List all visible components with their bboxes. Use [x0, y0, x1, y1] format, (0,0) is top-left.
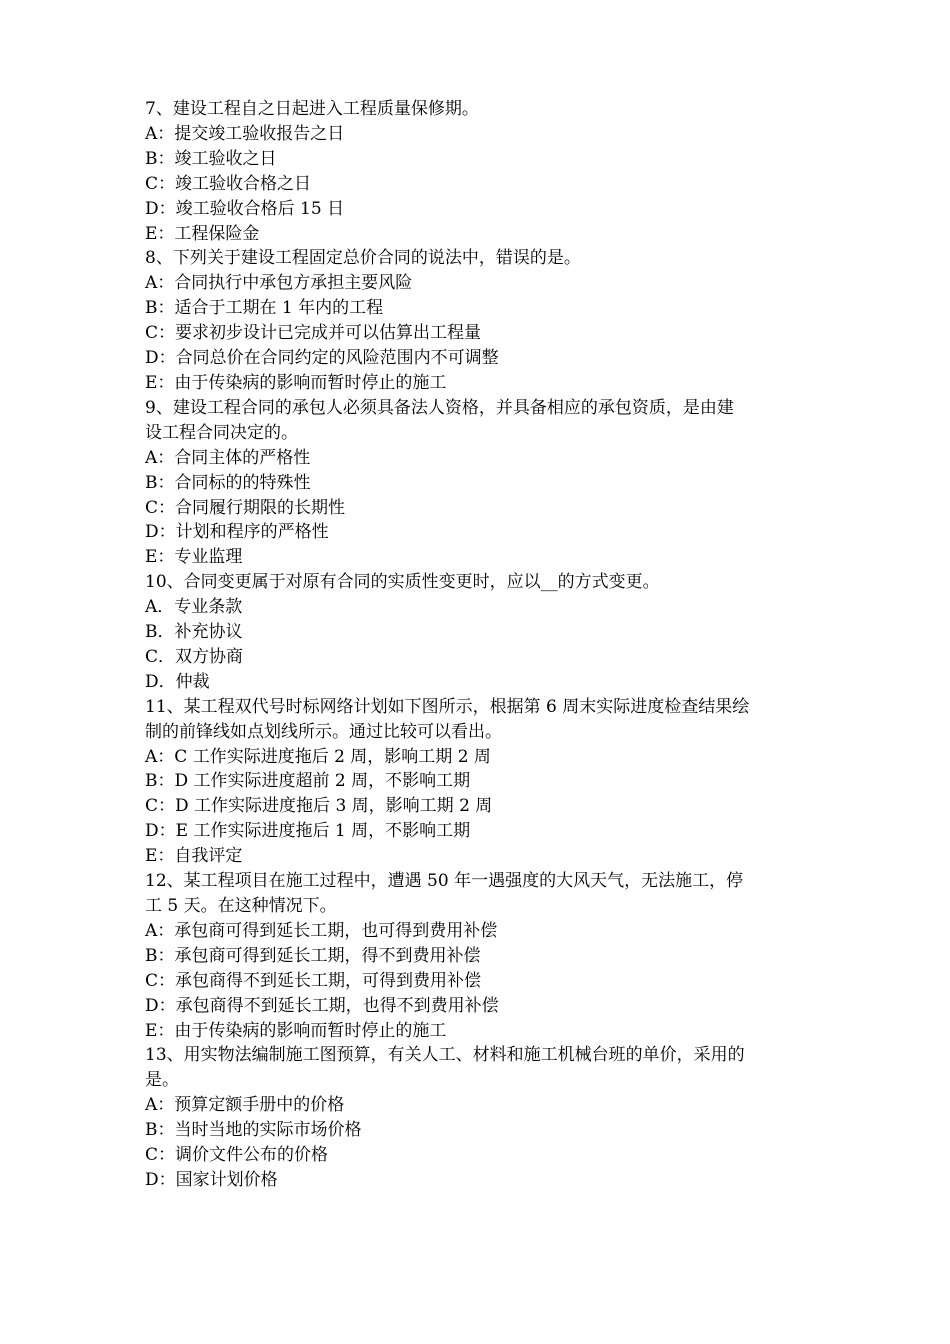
question-7 — [145, 97, 825, 246]
question-8-option-e: E：由于传染病的影响而暂时停止的施工 — [145, 372, 447, 393]
question-10-option-b: B．补充协议 — [145, 622, 243, 643]
question-13-option-c: C：调价文件公布的价格 — [145, 1145, 329, 1166]
question-7-option-d: D：竣工验收合格后 15 日 — [145, 198, 345, 219]
question-9-option-a: A：合同主体的严格性 — [145, 447, 311, 468]
question-11-stem-line-2: 制的前锋线如点划线所示。通过比较可以看出。 — [145, 721, 502, 742]
question-8 — [145, 246, 825, 395]
question-10-option-d: D．仲裁 — [145, 671, 210, 692]
document-page — [145, 97, 825, 1193]
question-8-option-b: B：适合于工期在 1 年内的工程 — [145, 298, 384, 319]
question-11-option-b: B：D 工作实际进度超前 2 周，不影响工期 — [145, 771, 471, 792]
question-9-option-d: D：计划和程序的严格性 — [145, 522, 329, 543]
question-10-option-a: A．专业条款 — [145, 597, 243, 618]
question-11-stem-line-1: 11、某工程双代号时标网络计划如下图所示，根据第 6 周末实际进度检查结果绘 — [145, 696, 750, 717]
question-7-stem: 7、建设工程自之日起进入工程质量保修期。 — [145, 99, 479, 119]
question-12-option-a: A：承包商可得到延长工期，也可得到费用补偿 — [145, 920, 498, 941]
question-13-option-a: A：预算定额手册中的价格 — [145, 1095, 345, 1116]
question-9-option-c: C：合同履行期限的长期性 — [145, 497, 346, 518]
question-11-option-a: A：C 工作实际进度拖后 2 周，影响工期 2 周 — [145, 746, 491, 767]
question-8-option-d: D：合同总价在合同约定的风险范围内不可调整 — [145, 348, 499, 369]
question-13-stem-line-2: 是。 — [145, 1070, 179, 1091]
question-9-option-e: E：专业监理 — [145, 547, 243, 568]
question-11 — [145, 695, 825, 869]
question-9-option-b: B：合同标的的特殊性 — [145, 472, 311, 493]
question-9-stem-line-2: 设工程合同决定的。 — [145, 422, 298, 443]
question-8-option-a: A：合同执行中承包方承担主要风险 — [145, 273, 413, 294]
question-12-option-c: C：承包商得不到延长工期，可得到费用补偿 — [145, 970, 482, 991]
question-12-option-b: B：承包商可得到延长工期，得不到费用补偿 — [145, 945, 481, 966]
question-8-option-c: C：要求初步设计已完成并可以估算出工程量 — [145, 323, 482, 344]
question-12-stem-line-1: 12、某工程项目在施工过程中，遭遇 50 年一遇强度的大风天气，无法施工，停 — [145, 871, 744, 892]
question-7-option-b: B：竣工验收之日 — [145, 148, 277, 169]
question-9 — [145, 396, 825, 570]
question-12-option-d: D：承包商得不到延长工期，也得不到费用补偿 — [145, 995, 499, 1016]
question-12-stem-line-2: 工 5 天。在这种情况下。 — [145, 896, 337, 916]
question-10 — [145, 570, 825, 695]
question-13-option-b: B：当时当地的实际市场价格 — [145, 1120, 362, 1141]
question-7-option-c: C：竣工验收合格之日 — [145, 173, 312, 194]
question-13-stem-line-1: 13、用实物法编制施工图预算，有关人工、材料和施工机械台班的单价，采用的 — [145, 1045, 745, 1066]
question-9-stem-line-1: 9、建设工程合同的承包人必须具备法人资格，并具备相应的承包资质，是由建 — [145, 397, 734, 418]
question-10-option-c: C．双方协商 — [145, 646, 244, 667]
question-8-stem: 8、下列关于建设工程固定总价合同的说法中，错误的是。 — [145, 248, 581, 269]
question-7-option-e: E：工程保险金 — [145, 223, 260, 244]
question-12-option-e: E：由于传染病的影响而暂时停止的施工 — [145, 1020, 447, 1041]
question-11-option-d: D：E 工作实际进度拖后 1 周，不影响工期 — [145, 821, 471, 842]
question-12 — [145, 869, 825, 1043]
question-13 — [145, 1043, 825, 1192]
question-11-option-e: E：自我评定 — [145, 846, 243, 867]
question-7-option-a: A：提交竣工验收报告之日 — [145, 123, 345, 144]
question-10-stem: 10、合同变更属于对原有合同的实质性变更时，应以__的方式变更。 — [145, 572, 660, 593]
question-13-option-d: D：国家计划价格 — [145, 1169, 278, 1190]
question-11-option-c: C：D 工作实际进度拖后 3 周，影响工期 2 周 — [145, 796, 493, 817]
